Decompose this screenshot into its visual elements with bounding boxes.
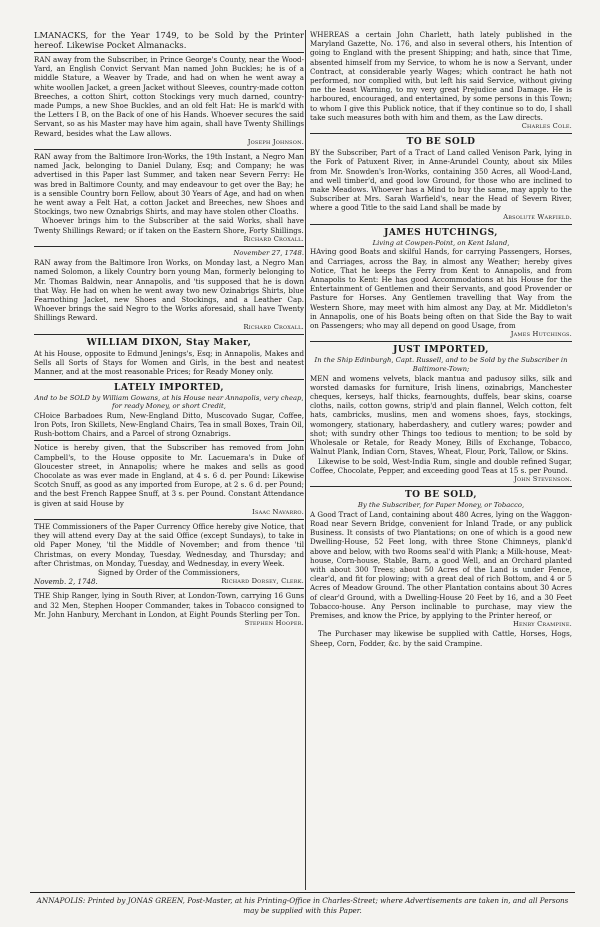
divider: [310, 133, 572, 134]
ship-ranger-ad: [34, 591, 304, 628]
stevenson-imported-ad: [310, 344, 572, 484]
almanacs-ad: [34, 30, 304, 50]
ad-text: BY the Subscriber, Part of a Tract of Land called Venison Park, lying in the Fork of Patuxent River, in Anne-Arundel County, about six Miles from Mr. Snowden's Iron-Works, containing 350 Acres, all Wood-Land, and well timber'd, and good low Ground, for those who are inclined to make Meadows. Whoever has a Mind to buy the same, may apply to the Subscriber at Mrs. Sarah Warfield's, near the Head of Severn River, where a good Title to the said Land shall be made by: [310, 148, 572, 213]
ad-text: A Good Tract of Land, containing about 480 Acres, lying on the Waggon-Road near Severn Bridge, convenient for Inland Trade, or any publick Business. It consists of two Plantations; on one of which is a good new Dwelling-House, 52 Feet long, with three Stone Chimneys, plank'd above and below, with two Rooms seal'd with Plank; a Milk-house, Meat-house, Corn-house, Stable, Barn, a good Well, and an Orchard planted with about 300 Trees; about 50 Acres of the Land is under Fence, clear'd, and fit for plowing; with a great deal of rich Bottom, and 4 or 5 Acres of Meadow Ground. The other Plantation contains about 30 Acres of clear'd Ground, with a Dwelling-House 20 Feet by 16, and a 30 Feet Tobacco-house. Any Person inclinable to purchase, may view the Premises, and know the Price, by applying to the Printer hereof, or: [310, 509, 572, 620]
right-column: [310, 30, 572, 648]
dixon-staymaker-ad: [34, 337, 304, 377]
ad-subheading: In the Ship Edinburgh, Capt. Russell, and to be Sold by the Subscriber in Baltimore-Town;: [314, 356, 568, 374]
runaway-croxall-solomon-ad: [34, 249, 304, 332]
printer-colophon: ANNAPOLIS: Printed by JONAS GREEN, Post-Master, at his Printing-Office in Charles-Street; where Advertisements are taken in, and all Persons may be supplied with this Paper.: [36, 896, 569, 915]
divider: [34, 440, 304, 441]
divider: [34, 588, 304, 589]
warfield-land-ad: [310, 136, 572, 222]
ad-text: THE Ship Ranger, lying in South River, at London-Town, carrying 16 Guns and 32 Men, Stephen Hooper Commander, takes in Tobacco consigned to Mr. John Hanbury, Merchant in London, at Eight Pounds Sterling per Ton.: [34, 591, 304, 619]
ad-text: LMANACKS, for the Year 1749, to be Sold by the Printer hereof. Likewise Pocket Almanacks.: [34, 30, 304, 50]
ad-heading: JUST IMPORTED,: [393, 345, 489, 356]
ad-text: RAN away from the Subscriber, in Prince George's County, near the Wood-Yard, an English Convict Servant Man named John Buckles; he is of a middle Stature, a Weaver by Trade, and had on when he went away a white woollen Jacket, a green Jacket without Sleeves, country-made cotton Breeches, a cotton Shirt, cotton Stockings very much darned, country-made Pumps, a new Shoe Buckles, and an old felt Hat: He is mark'd with the Letters I B, on the Back of one of his Hands. Whoever secures the said Servant, so as his Master may have him again, shall have Twenty Shillings Reward, besides what the Law allows.: [34, 55, 304, 138]
ad-signature: Richard Dorsey, Clerk.: [221, 577, 304, 586]
ad-heading: LATELY IMPORTED,: [114, 382, 224, 393]
gowans-imported-ad: [34, 382, 304, 439]
ad-text: RAN away from the Baltimore Iron-Works, the 19th Instant, a Negro Man named Jack, belonging to Daniel Dulany, Esq; and Company; he was advertised in this Paper last Summer, and taken near Severn Ferry: He was bred in Baltimore County, and may endeavour to get over the Bay; he is a sensible Country born Fellow, about 30 Years of Age, and had on when he went away a Felt Hat, a cotton Jacket and Breeches, new Shoes and Stockings, two new Oznabrigs Shirts, and may have stolen other Cloaths.: [34, 152, 304, 217]
paper-currency-notice: [34, 522, 304, 586]
ad-signature: Absolute Warfield.: [503, 212, 572, 221]
runaway-johnson-ad: [34, 55, 304, 147]
ad-heading: TO BE SOLD,: [404, 490, 478, 501]
ad-date: Novemb. 2, 1748.: [34, 577, 98, 587]
ad-signature: Isaac Navarro.: [252, 507, 304, 516]
divider: [34, 519, 304, 520]
ad-signature: John Stevenson.: [514, 474, 572, 483]
crampine-land-ad: [310, 489, 572, 648]
ad-signature: James Hutchings.: [510, 330, 572, 339]
ad-signature: Richard Croxall.: [243, 234, 304, 243]
ad-text: RAN away from the Baltimore Iron Works, on Monday last, a Negro Man named Solomon, a likely Country born young Man, formerly belonging to Mr. Thomas Baldwin, near Annapolis, and 'tis supposed that he is down that Way. He had on when he went away two new Ozinabrigs Shirts, blue Fearnothing Jacket, new Shoes and Stockings, and a Leather Cap. Whoever brings the said Negro to the Works aforesaid, shall have Twenty Shillings Reward.: [34, 258, 304, 323]
ad-postscript: The Purchaser may likewise be supplied with Cattle, Horses, Hogs, Sheep, Corn, Fodder, &c. by the said Crampine.: [310, 629, 572, 648]
ad-text: At his House, opposite to Edmund Jenings's, Esq; in Annapolis, Makes and Sells all Sorts of Stays for Women and Girls, in the best and neatest Manner, and at the most reasonable Prices; for Ready Money only.: [34, 348, 304, 377]
ad-text: CHoice Barbadoes Rum, New-England Ditto, Muscovado Sugar, Coffee, Iron Pots, Iron Skillets, New-England Chairs, Tea in small Boxes, Train Oil, Rush-bottom Chairs, and a Parcel of strong Oznabrigs.: [34, 410, 304, 439]
ad-signature: Joseph Johnson.: [247, 137, 304, 146]
ad-signature: Charles Cole.: [521, 122, 572, 131]
cole-notice: [310, 30, 572, 131]
column-divider: [305, 30, 306, 890]
ad-heading: JAMES HUTCHINGS,: [384, 227, 498, 238]
divider: [34, 379, 304, 380]
ad-date-signature: [34, 577, 304, 586]
runaway-croxall-jack-ad: [34, 152, 304, 244]
ad-heading: TO BE SOLD: [406, 137, 476, 148]
divider: [34, 149, 304, 150]
ad-text: HAving good Boats and skilful Hands, for carrying Passengers, Horses, and Carriages, across the Bay, in almost any Weather; hereby gives Notice, That he keeps the Ferry from Kent to Annapolis, and from Annapolis to Kent: He has good Accommodations at his House for the Entertainment of Gentlemen and their Servants, and good Provender or Pasture for Horses. Any Gentlemen travelling that Way from the Western Shore, may meet with him almost any Day, at Mr. Middleton's in Annapolis, one of his Boats being often on that Side the Bay to wait on Passengers; who may all depend on good Usage, from: [310, 247, 572, 331]
ad-signature: Stephen Hooper.: [244, 618, 304, 627]
ad-text: Likewise to be sold, West-India Rum, single and double refined Sugar, Coffee, Chocolate, Pepper, and exceeding good Teas at 15 s. per Pound.: [310, 456, 572, 475]
ad-date: November 27, 1748.: [233, 249, 304, 258]
ad-heading: WILLIAM DIXON, Stay Maker,: [86, 337, 252, 348]
hutchings-ferry-ad: [310, 227, 572, 340]
divider: [34, 246, 304, 247]
left-column: [34, 30, 304, 628]
ad-text: WHEREAS a certain John Charlett, hath lately published in the Maryland Gazette, No. 176, and also in several others, his Intention of going to England with the present Shipping; and hath, since that Time, absented himself from my Service, to whom he is now a Servant, under Contract, at considerable yearly Wages; which contract he hath not performed, nor complied with, but left his said Service, without giving me the least Warning, to my very great Prejudice and Damage. He is harboured, encouraged, and entertained, by some persons in this Town; to whom I give this Publick notice, that if they continue so to do, I shall take such measures both with him and them, as the Law directs.: [310, 30, 572, 122]
divider: [34, 334, 304, 335]
divider: [310, 224, 572, 225]
footer-rule: [30, 892, 575, 893]
ad-signature: Henry Crampine.: [513, 620, 572, 629]
ad-text: Notice is hereby given, that the Subscriber has removed from John Campbell's, to the House opposite to Mr. Lacuemara's in Duke of Gloucester street, in Annapolis; where he makes and sells as good Chocolate as was ever made in England, at 4 s. 6 d. per Pound: Likewise Scotch Snuff, as good as any imported from Europe, at 2 s. 6 d. per Pound; and the best French Rappee Snuff, at 3 s. per Pound. Constant Attendance is given at said House by: [34, 443, 304, 508]
ad-subheading: And to be SOLD by William Gowans, at his House near Annapolis, very cheap, for ready Money, or short Credit,: [34, 393, 304, 411]
ad-text: THE Commissioners of the Paper Currency Office hereby give Notice, that they will attend every Day at the said Office (except Sundays), to take in old Paper Money, 'til the Middle of November; and from thence 'til Christmas, on every Monday, Tuesday, Wednesday, and Thursday; and after Christmas, on Monday, Tuesday, and Wednesday, in every Week.: [34, 521, 304, 568]
ad-subheading: Living at Cowpen-Point, on Kent Island,: [372, 238, 510, 247]
ad-text: MEN and womens velvets, black mantua and padusoy silks, silk and worsted damasks for furniture, Irish linens, ozinabrigs, Manchester cheques, kerseys, half thicks, fearnoughts, duffels, bear skins, coarse cloths, nails, cotton gowns, strip'd and plain flannel, Welch cotton, felt hats, cambricks, muslins, men and womens shoes, fays, stockings, womongery, stationary, haberdashery, and cutlery wares; powder and shot; with sundry other Things too tedious to mention; to be sold by Wholesale or Retale, for Ready Money, Bills of Exchange, Tobacco, Walnut Plank, Indian Corn, Staves, Wheat, Flour, Pork, Tallow, or Skins.: [310, 373, 572, 457]
ad-signed-line: Signed by Order of the Commissioners,: [98, 567, 240, 577]
ad-text: Whoever brings him to the Subscriber at the said Works, shall have Twenty Shillings Reward; or if taken on the Eastern Shore, Forty Shillings.: [34, 216, 304, 235]
ad-subheading: By the Subscriber, for Paper Money, or Tobacco,: [357, 501, 525, 510]
divider: [34, 52, 304, 53]
divider: [310, 341, 572, 342]
divider: [310, 486, 572, 487]
ad-signature: Richard Croxall.: [243, 322, 304, 331]
navarro-chocolate-ad: [34, 443, 304, 517]
